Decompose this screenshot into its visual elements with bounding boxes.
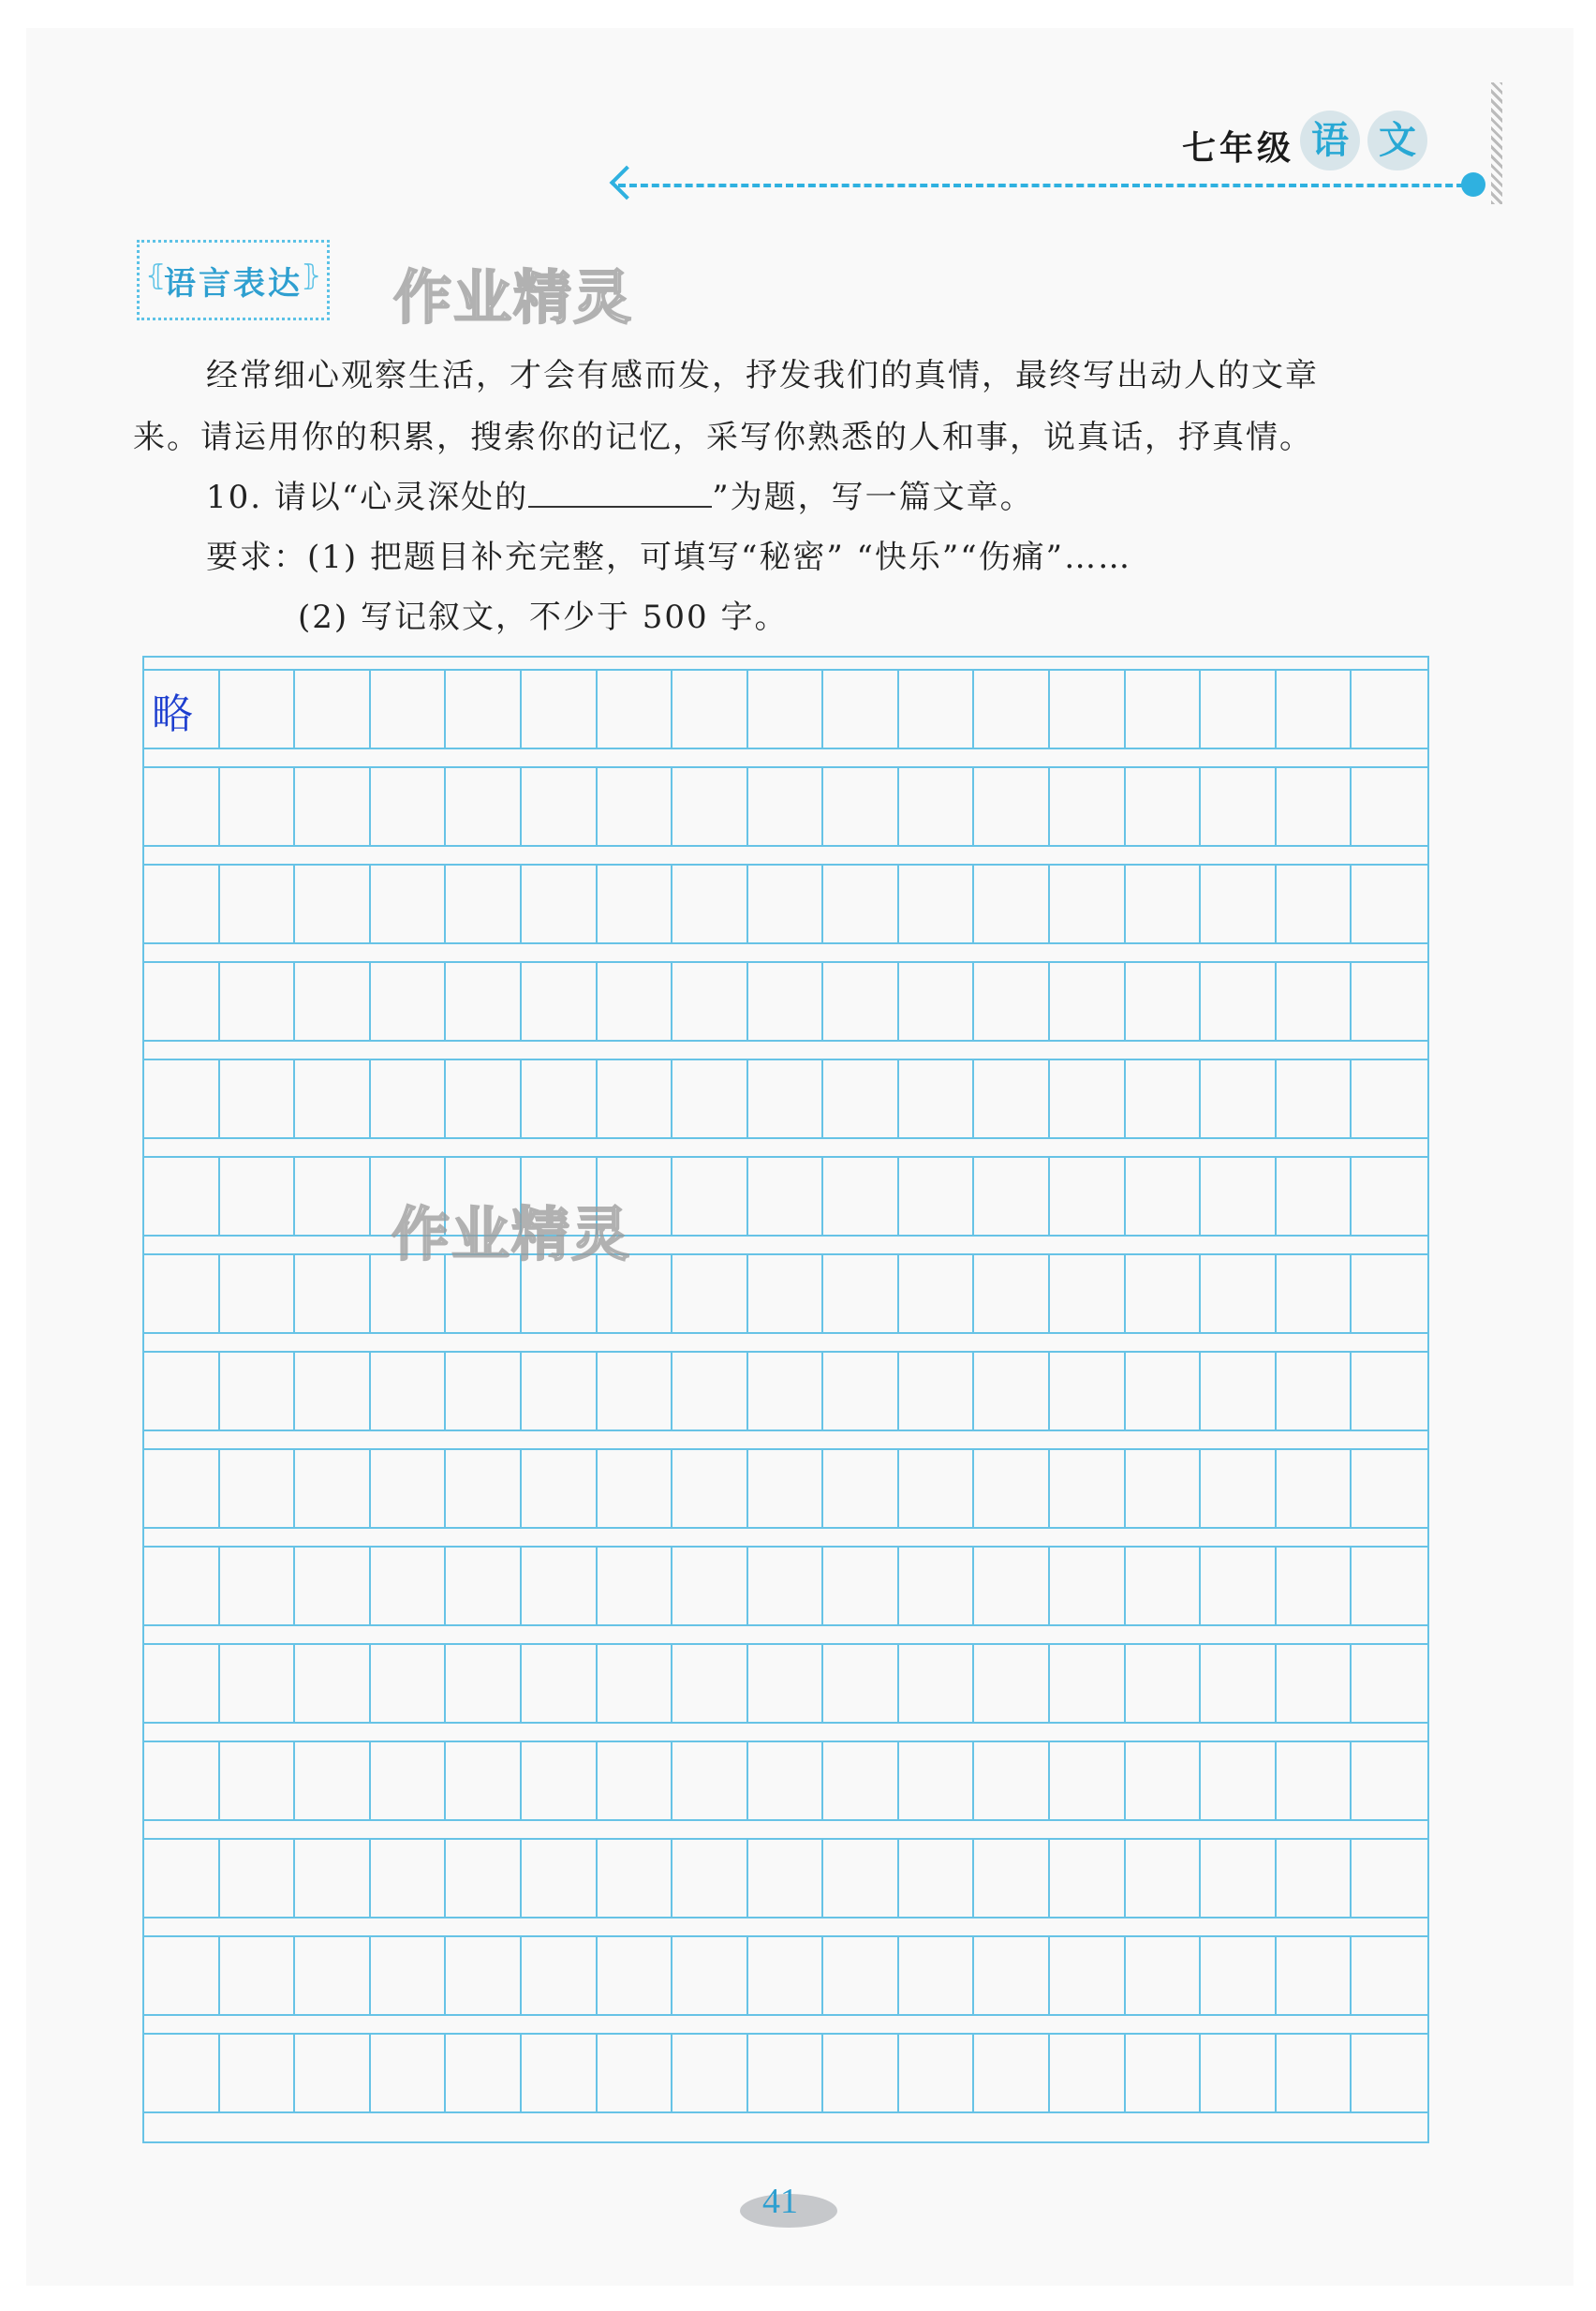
grid-cell[interactable] xyxy=(220,1060,296,1137)
grid-bottom-rule xyxy=(142,2141,1429,2143)
grid-cell[interactable] xyxy=(974,1060,1050,1137)
grid-cell[interactable] xyxy=(446,866,522,942)
grid-cell[interactable] xyxy=(1050,1840,1126,1917)
grid-cell[interactable] xyxy=(1352,671,1427,748)
grid-cell[interactable] xyxy=(446,1353,522,1430)
grid-cell[interactable] xyxy=(1126,671,1202,748)
grid-cell[interactable] xyxy=(598,1645,673,1722)
grid-cell[interactable] xyxy=(1277,1158,1352,1235)
grid-cell[interactable] xyxy=(220,1645,296,1722)
grid-cell[interactable] xyxy=(672,1742,748,1819)
grid-row xyxy=(144,1253,1427,1334)
grid-cell[interactable] xyxy=(1277,1353,1352,1430)
grid-cell[interactable] xyxy=(1201,1645,1277,1722)
grid-cell[interactable] xyxy=(748,963,824,1040)
grid-row xyxy=(144,961,1427,1042)
grid-cell[interactable] xyxy=(522,1450,598,1527)
grid-cell[interactable] xyxy=(371,1450,447,1527)
grid-cell[interactable] xyxy=(1050,963,1126,1040)
grid-cell[interactable] xyxy=(748,1158,824,1235)
grid-cell[interactable] xyxy=(295,1937,371,2014)
dot-icon xyxy=(1461,172,1485,197)
grid-cell[interactable] xyxy=(748,1450,824,1527)
grid-cell[interactable] xyxy=(1352,1840,1427,1917)
bracket-left-icon: ⦃ xyxy=(145,259,167,292)
grid-cell[interactable] xyxy=(371,671,447,748)
grid-cell[interactable] xyxy=(974,1450,1050,1527)
grid-cell[interactable] xyxy=(974,1937,1050,2014)
grid-cell[interactable] xyxy=(974,671,1050,748)
grid-cell[interactable] xyxy=(899,1937,975,2014)
grid-cell[interactable] xyxy=(672,1840,748,1917)
grid-cell[interactable] xyxy=(748,768,824,845)
section-title-badge xyxy=(137,240,330,320)
grid-cell[interactable] xyxy=(1277,1645,1352,1722)
grid-cell[interactable] xyxy=(446,1450,522,1527)
grid-cell[interactable] xyxy=(899,768,975,845)
title-blank[interactable] xyxy=(528,478,712,508)
grid-cell[interactable] xyxy=(446,768,522,845)
grid-cell[interactable] xyxy=(371,1937,447,2014)
grid-row xyxy=(144,1156,1427,1237)
grid-cell[interactable] xyxy=(1050,1450,1126,1527)
grid-cell[interactable] xyxy=(144,1548,220,1624)
grid-cell[interactable] xyxy=(1352,1937,1427,2014)
grid-row xyxy=(144,669,1427,749)
grid-cell[interactable] xyxy=(220,2035,296,2111)
grid-cell[interactable] xyxy=(1050,1742,1126,1819)
grid-cell[interactable] xyxy=(295,2035,371,2111)
grid-cell[interactable] xyxy=(974,1742,1050,1819)
grid-cell[interactable] xyxy=(823,768,899,845)
grid-cell[interactable] xyxy=(899,1548,975,1624)
grid-cell[interactable] xyxy=(295,1158,371,1235)
grid-cell[interactable] xyxy=(1201,1060,1277,1137)
grid-cell[interactable] xyxy=(1201,963,1277,1040)
grid-cell[interactable] xyxy=(1201,2035,1277,2111)
grid-cell[interactable] xyxy=(144,1255,220,1332)
grid-cell[interactable] xyxy=(748,1060,824,1137)
grid-cell[interactable] xyxy=(823,2035,899,2111)
grid-cell[interactable] xyxy=(295,1255,371,1332)
grid-cell[interactable] xyxy=(823,963,899,1040)
grid-cell[interactable] xyxy=(1050,1937,1126,2014)
grid-cell[interactable] xyxy=(823,1937,899,2014)
grid-cell[interactable] xyxy=(899,963,975,1040)
grid-cell[interactable] xyxy=(522,866,598,942)
grid-cell[interactable] xyxy=(598,1548,673,1624)
grid-cell[interactable] xyxy=(144,1060,220,1137)
grid-cell[interactable] xyxy=(1277,866,1352,942)
grid-cell[interactable] xyxy=(371,1840,447,1917)
grid-cell[interactable] xyxy=(1201,1255,1277,1332)
grid-cell[interactable] xyxy=(446,1645,522,1722)
grid-cell[interactable] xyxy=(672,671,748,748)
grid-cell[interactable] xyxy=(1126,866,1202,942)
grid-cell[interactable] xyxy=(1201,768,1277,845)
grid-cell[interactable] xyxy=(1277,1937,1352,2014)
grid-cell[interactable] xyxy=(295,671,371,748)
header-dashed-line xyxy=(618,184,1475,187)
grid-cell[interactable] xyxy=(1277,768,1352,845)
grid-cell[interactable] xyxy=(144,1645,220,1722)
subject-badge xyxy=(1300,111,1427,170)
grid-cell[interactable] xyxy=(1352,1060,1427,1137)
page-edge-stripes xyxy=(1491,82,1502,204)
grid-cell[interactable] xyxy=(823,671,899,748)
grid-cell[interactable] xyxy=(446,1548,522,1624)
bracket-right-icon: ⦄ xyxy=(300,259,321,292)
grid-cell[interactable] xyxy=(823,1742,899,1819)
grid-cell[interactable] xyxy=(1126,1645,1202,1722)
grid-cell[interactable] xyxy=(295,1742,371,1819)
grid-cell[interactable] xyxy=(1201,1353,1277,1430)
grid-cell[interactable] xyxy=(823,1158,899,1235)
grid-cell[interactable] xyxy=(144,1742,220,1819)
grade-label: 七年级 xyxy=(1182,129,1295,168)
grid-cell[interactable] xyxy=(522,671,598,748)
requirement-2: (2) 写记叙文，不少于 500 字。 xyxy=(298,599,789,636)
grid-cell[interactable] xyxy=(598,1840,673,1917)
grid-cell[interactable] xyxy=(522,1353,598,1430)
grid-cell[interactable] xyxy=(748,1353,824,1430)
grid-cell[interactable] xyxy=(371,963,447,1040)
grid-cell[interactable] xyxy=(522,768,598,845)
grid-cell[interactable] xyxy=(974,1548,1050,1624)
grid-cell[interactable] xyxy=(1201,866,1277,942)
grid-cell[interactable] xyxy=(598,1937,673,2014)
grid-cell[interactable] xyxy=(672,1548,748,1624)
grid-cell[interactable] xyxy=(522,1645,598,1722)
grid-cell[interactable] xyxy=(1352,1353,1427,1430)
grid-cell[interactable] xyxy=(899,1353,975,1430)
grid-cell[interactable] xyxy=(1352,963,1427,1040)
grid-cell[interactable] xyxy=(1050,1060,1126,1137)
grid-cell[interactable] xyxy=(823,1060,899,1137)
grid-cell[interactable] xyxy=(1201,671,1277,748)
grid-row xyxy=(144,1643,1427,1724)
grid-cell[interactable] xyxy=(295,963,371,1040)
intro-line-2: 来。请运用你的积累，搜索你的记忆，采写你熟悉的人和事，说真话，抒真情。 xyxy=(133,419,1313,456)
question-prefix: 10. 请以“心灵深处的 xyxy=(206,479,529,516)
grid-cell[interactable] xyxy=(1201,1548,1277,1624)
grid-row xyxy=(144,864,1427,944)
grid-cell[interactable] xyxy=(295,1353,371,1430)
grid-cell[interactable] xyxy=(823,1645,899,1722)
grid-cell[interactable] xyxy=(144,1158,220,1235)
grid-cell[interactable] xyxy=(295,1548,371,1624)
grid-cell[interactable] xyxy=(371,768,447,845)
grid-cell[interactable] xyxy=(446,1060,522,1137)
grid-cell[interactable] xyxy=(371,1645,447,1722)
answer-text: 略 xyxy=(152,690,193,738)
grid-cell[interactable] xyxy=(672,963,748,1040)
grid-cell[interactable] xyxy=(295,1450,371,1527)
grid-cell[interactable] xyxy=(295,768,371,845)
grid-cell[interactable] xyxy=(748,671,824,748)
grid-cell[interactable] xyxy=(974,768,1050,845)
grid-cell[interactable] xyxy=(371,1548,447,1624)
grid-cell[interactable] xyxy=(295,866,371,942)
grid-cell[interactable] xyxy=(1050,1255,1126,1332)
grid-cell[interactable] xyxy=(748,1937,824,2014)
grid-cell[interactable] xyxy=(899,1742,975,1819)
grid-row xyxy=(144,1838,1427,1918)
grid-cell[interactable] xyxy=(220,1840,296,1917)
grid-cell[interactable] xyxy=(220,866,296,942)
grid-cell[interactable] xyxy=(598,1742,673,1819)
grid-cell[interactable] xyxy=(672,1645,748,1722)
grid-cell[interactable] xyxy=(1352,1255,1427,1332)
grid-cell[interactable] xyxy=(1126,768,1202,845)
grid-cell[interactable] xyxy=(446,963,522,1040)
grid-cell[interactable] xyxy=(672,1255,748,1332)
grid-cell[interactable] xyxy=(371,1742,447,1819)
grid-cell[interactable] xyxy=(1277,671,1352,748)
grid-cell[interactable] xyxy=(598,2035,673,2111)
grid-cell[interactable] xyxy=(1352,768,1427,845)
grid-cell[interactable] xyxy=(1050,2035,1126,2111)
grid-row xyxy=(144,1351,1427,1431)
grid-cell[interactable] xyxy=(598,963,673,1040)
grid-cell[interactable] xyxy=(1352,866,1427,942)
section-title: 语言表达 xyxy=(164,264,303,303)
grid-row xyxy=(144,1448,1427,1529)
grid-cell[interactable] xyxy=(974,1645,1050,1722)
grid-cell[interactable] xyxy=(1126,1742,1202,1819)
grid-cell[interactable] xyxy=(1352,2035,1427,2111)
grid-cell[interactable] xyxy=(823,1450,899,1527)
grid-cell[interactable] xyxy=(672,1937,748,2014)
grid-cell[interactable] xyxy=(220,671,296,748)
grid-row xyxy=(144,1546,1427,1626)
grid-cell[interactable] xyxy=(1126,1255,1202,1332)
grid-cell[interactable] xyxy=(1277,1840,1352,1917)
grid-cell[interactable] xyxy=(1201,1742,1277,1819)
grid-cell[interactable] xyxy=(522,1060,598,1137)
grid-cell[interactable] xyxy=(1050,1645,1126,1722)
question-prompt xyxy=(206,467,1034,528)
grid-cell[interactable] xyxy=(823,1548,899,1624)
grid-cell[interactable] xyxy=(899,1158,975,1235)
intro-line-1: 经常细心观察生活，才会有感而发，抒发我们的真情，最终写出动人的文章 xyxy=(206,357,1319,394)
grid-cell[interactable] xyxy=(672,768,748,845)
grid-cell[interactable] xyxy=(974,2035,1050,2111)
grid-cell[interactable] xyxy=(1050,1158,1126,1235)
writing-grid xyxy=(142,656,1429,2141)
grid-cell[interactable] xyxy=(1277,1060,1352,1137)
grid-cell[interactable] xyxy=(672,1353,748,1430)
grid-cell[interactable] xyxy=(446,671,522,748)
grid-cell[interactable] xyxy=(598,768,673,845)
grid-cell[interactable] xyxy=(144,671,220,748)
grid-cell[interactable] xyxy=(823,1255,899,1332)
grid-cell[interactable] xyxy=(1126,963,1202,1040)
grid-cell[interactable] xyxy=(598,1060,673,1137)
grid-cell[interactable] xyxy=(1352,1158,1427,1235)
grid-cell[interactable] xyxy=(598,866,673,942)
grid-cell[interactable] xyxy=(371,1353,447,1430)
grid-cell[interactable] xyxy=(220,768,296,845)
grid-cell[interactable] xyxy=(144,963,220,1040)
grid-cell[interactable] xyxy=(1126,1548,1202,1624)
grid-cell[interactable] xyxy=(748,1548,824,1624)
grid-cell[interactable] xyxy=(522,1937,598,2014)
grid-cell[interactable] xyxy=(220,963,296,1040)
grid-cell[interactable] xyxy=(899,866,975,942)
grid-cell[interactable] xyxy=(672,1450,748,1527)
watermark: 作业精灵 xyxy=(392,1200,632,1268)
grid-cell[interactable] xyxy=(748,2035,824,2111)
grid-cell[interactable] xyxy=(220,1742,296,1819)
grid-cell[interactable] xyxy=(598,1353,673,1430)
grid-cell[interactable] xyxy=(220,1158,296,1235)
grid-cell[interactable] xyxy=(144,2035,220,2111)
grid-cell[interactable] xyxy=(598,1450,673,1527)
grid-row xyxy=(144,1935,1427,2016)
grid-cell[interactable] xyxy=(974,963,1050,1040)
grid-cell[interactable] xyxy=(672,1060,748,1137)
grid-cell[interactable] xyxy=(295,1840,371,1917)
grid-cell[interactable] xyxy=(522,2035,598,2111)
grid-cell[interactable] xyxy=(220,1548,296,1624)
grid-cell[interactable] xyxy=(1277,1255,1352,1332)
grid-cell[interactable] xyxy=(144,768,220,845)
subject-char: 文 xyxy=(1367,111,1427,170)
grid-cell[interactable] xyxy=(446,1840,522,1917)
grid-cell[interactable] xyxy=(295,1060,371,1137)
grid-cell[interactable] xyxy=(1352,1645,1427,1722)
grid-cell[interactable] xyxy=(1277,1742,1352,1819)
grid-cell[interactable] xyxy=(522,963,598,1040)
grid-cell[interactable] xyxy=(1277,1450,1352,1527)
grid-cell[interactable] xyxy=(974,1840,1050,1917)
grid-cell[interactable] xyxy=(144,1353,220,1430)
grid-cell[interactable] xyxy=(522,1548,598,1624)
grid-cell[interactable] xyxy=(1277,1548,1352,1624)
grid-cell[interactable] xyxy=(371,2035,447,2111)
grid-cell[interactable] xyxy=(748,1742,824,1819)
grid-cell[interactable] xyxy=(899,1840,975,1917)
grid-cell[interactable] xyxy=(220,1450,296,1527)
grid-cell[interactable] xyxy=(446,1742,522,1819)
grid-cell[interactable] xyxy=(220,1937,296,2014)
grid-cell[interactable] xyxy=(899,2035,975,2111)
grid-cell[interactable] xyxy=(1050,1353,1126,1430)
grid-cell[interactable] xyxy=(974,1158,1050,1235)
subject-char: 语 xyxy=(1300,111,1360,170)
grid-cell[interactable] xyxy=(748,1255,824,1332)
grid-cell[interactable] xyxy=(748,1645,824,1722)
grid-row xyxy=(144,766,1427,847)
grid-cell[interactable] xyxy=(1126,1060,1202,1137)
watermark: 作业精灵 xyxy=(393,263,634,332)
grid-cell[interactable] xyxy=(371,1060,447,1137)
grid-cell[interactable] xyxy=(371,866,447,942)
grid-cell[interactable] xyxy=(1352,1450,1427,1527)
grid-cell[interactable] xyxy=(1126,2035,1202,2111)
grid-cell[interactable] xyxy=(1126,1158,1202,1235)
grid-cell[interactable] xyxy=(522,1742,598,1819)
grid-cell[interactable] xyxy=(672,2035,748,2111)
grid-cell[interactable] xyxy=(899,1060,975,1137)
grid-cell[interactable] xyxy=(1050,866,1126,942)
grid-cell[interactable] xyxy=(1201,1450,1277,1527)
grid-cell[interactable] xyxy=(672,1158,748,1235)
grid-cell[interactable] xyxy=(220,1255,296,1332)
grid-cell[interactable] xyxy=(823,1840,899,1917)
grid-cell[interactable] xyxy=(1352,1742,1427,1819)
grid-cell[interactable] xyxy=(899,1450,975,1527)
grid-cell[interactable] xyxy=(144,1840,220,1917)
grid-cell[interactable] xyxy=(1277,2035,1352,2111)
grid-cell[interactable] xyxy=(220,1353,296,1430)
grid-cell[interactable] xyxy=(974,1353,1050,1430)
grid-cell[interactable] xyxy=(748,1840,824,1917)
grid-row xyxy=(144,1741,1427,1821)
question-suffix: ”为题，写一篇文章。 xyxy=(712,479,1034,516)
grid-cell[interactable] xyxy=(1126,1450,1202,1527)
grid-cell[interactable] xyxy=(1050,768,1126,845)
grid-row xyxy=(144,1059,1427,1139)
grid-cell[interactable] xyxy=(446,2035,522,2111)
grid-cell[interactable] xyxy=(748,866,824,942)
grid-cell[interactable] xyxy=(899,1255,975,1332)
grid-cell[interactable] xyxy=(598,671,673,748)
grid-cell[interactable] xyxy=(144,1450,220,1527)
grid-cell[interactable] xyxy=(899,1645,975,1722)
grid-cell[interactable] xyxy=(1126,1840,1202,1917)
grid-cell[interactable] xyxy=(144,866,220,942)
grid-cell[interactable] xyxy=(823,1353,899,1430)
grid-cell[interactable] xyxy=(1050,1548,1126,1624)
grid-cell[interactable] xyxy=(974,1255,1050,1332)
grid-cell[interactable] xyxy=(1201,1937,1277,2014)
grid-row xyxy=(144,2033,1427,2113)
grid-cell[interactable] xyxy=(1352,1548,1427,1624)
grid-cell[interactable] xyxy=(974,866,1050,942)
grid-cell[interactable] xyxy=(446,1937,522,2014)
grid-cell[interactable] xyxy=(1050,671,1126,748)
grid-cell[interactable] xyxy=(1277,963,1352,1040)
page-number: 41 xyxy=(762,2182,798,2221)
grid-cell[interactable] xyxy=(823,866,899,942)
grid-cell[interactable] xyxy=(1126,1353,1202,1430)
requirement-1: 要求：(1) 把题目补充完整，可填写“秘密” “快乐”“伤痛”…… xyxy=(206,539,1132,576)
grid-cell[interactable] xyxy=(1201,1840,1277,1917)
grid-cell[interactable] xyxy=(899,671,975,748)
grid-cell[interactable] xyxy=(295,1645,371,1722)
grid-cell[interactable] xyxy=(672,866,748,942)
grid-cell[interactable] xyxy=(1126,1937,1202,2014)
grid-cell[interactable] xyxy=(522,1840,598,1917)
grid-cell[interactable] xyxy=(144,1937,220,2014)
grid-cell[interactable] xyxy=(1201,1158,1277,1235)
